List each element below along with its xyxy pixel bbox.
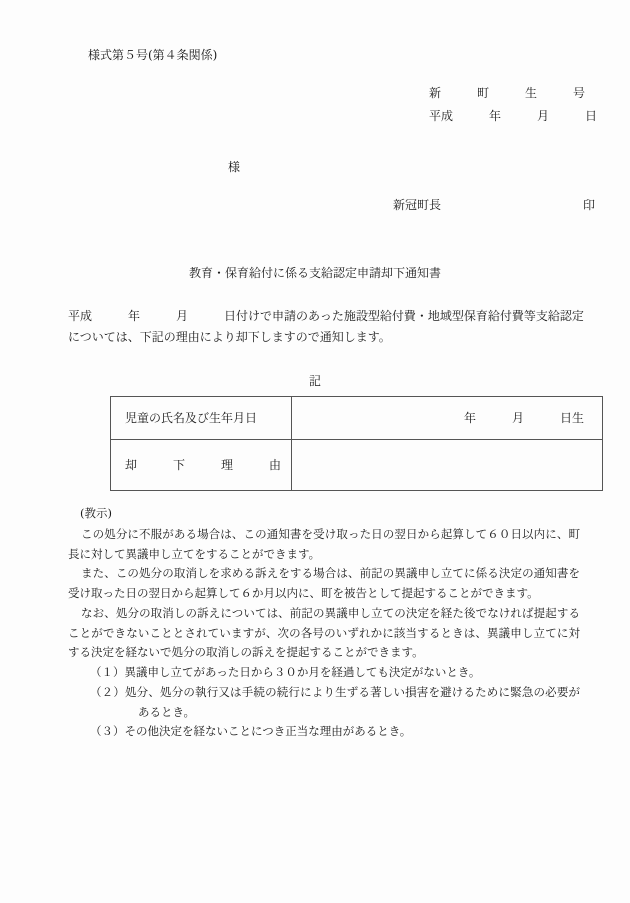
list-item-text: その他決定を経ないことにつき正当な理由があるとき。 xyxy=(124,724,412,739)
intro-paragraph xyxy=(68,306,584,348)
rejection-reason-label-text: 却 下 理 由 xyxy=(125,457,282,472)
form-number: 様式第５号(第４条関係) xyxy=(88,48,218,62)
list-item-number: （３） xyxy=(90,724,125,739)
addressee-honorific: 様 xyxy=(228,160,241,174)
issue-number-block xyxy=(429,84,597,129)
child-name-dob-value[interactable] xyxy=(292,397,603,440)
list-item xyxy=(90,722,580,742)
page-title: 教育・保育給付に係る支給認定申請却下通知書 xyxy=(188,266,441,280)
instructions-section xyxy=(68,504,580,742)
rejection-reason-label xyxy=(111,440,292,491)
instructions-paragraph: なお、処分の取消しの訴えについては、前記の異議申し立ての決定を経た後でなければ提起することができないこととされていますが、次の各号のいずれかに該当するときは、異議申し立てに対する決定を経ないで処分の取消しの訴えを提起することができます。 xyxy=(68,605,580,660)
dob-slot-text: 年 月 日生 xyxy=(463,410,584,425)
list-item-number: （２） xyxy=(90,684,126,699)
issue-number-line: 新 町 生 号 xyxy=(428,86,585,100)
intro-line-2: については、下記の理由により却下しますので通知します。 xyxy=(68,330,391,344)
rejection-reason-value[interactable] xyxy=(292,440,603,491)
list-item-text: 異議申し立てがあった日から３０か月を経過しても決定がないとき。 xyxy=(124,665,481,680)
instructions-paragraph: この処分に不服がある場合は、この通知書を受け取った日の翌日から起算して６０日以内に、町長に対して異議申し立てをすることができます。 xyxy=(68,526,580,561)
details-table xyxy=(110,396,603,491)
intro-line-1: 平成 年 月 日付けで申請のあった施設型給付費・地域型保育給付費等支給認定 xyxy=(68,309,584,323)
instructions-paragraph: また、この処分の取消しを求める訴えをする場合は、前記の異議申し立てに係る決定の通知書を受け取った日の翌日から起算して６か月以内に、町を被告として提起することができます。 xyxy=(68,566,580,601)
issuer-name: 新冠町長 xyxy=(393,198,442,212)
issue-date-line: 平成 年 月 日 xyxy=(428,108,597,123)
list-item xyxy=(90,683,580,723)
instructions-item-list xyxy=(68,663,580,742)
list-item-text: 処分、処分の執行又は手続の続行により生ずる著しい損害を避けるために緊急の必要があるとき。 xyxy=(125,684,580,719)
table-row xyxy=(111,397,603,440)
record-marker: 記 xyxy=(308,374,321,388)
seal-mark: 印 xyxy=(583,198,596,212)
child-name-dob-label-text: 児童の氏名及び生年月日 xyxy=(125,410,258,425)
list-item xyxy=(90,663,580,683)
table-row xyxy=(111,440,603,491)
child-name-dob-label xyxy=(111,397,292,440)
instructions-heading: (教示) xyxy=(80,506,112,520)
list-item-number: （１） xyxy=(90,665,125,680)
